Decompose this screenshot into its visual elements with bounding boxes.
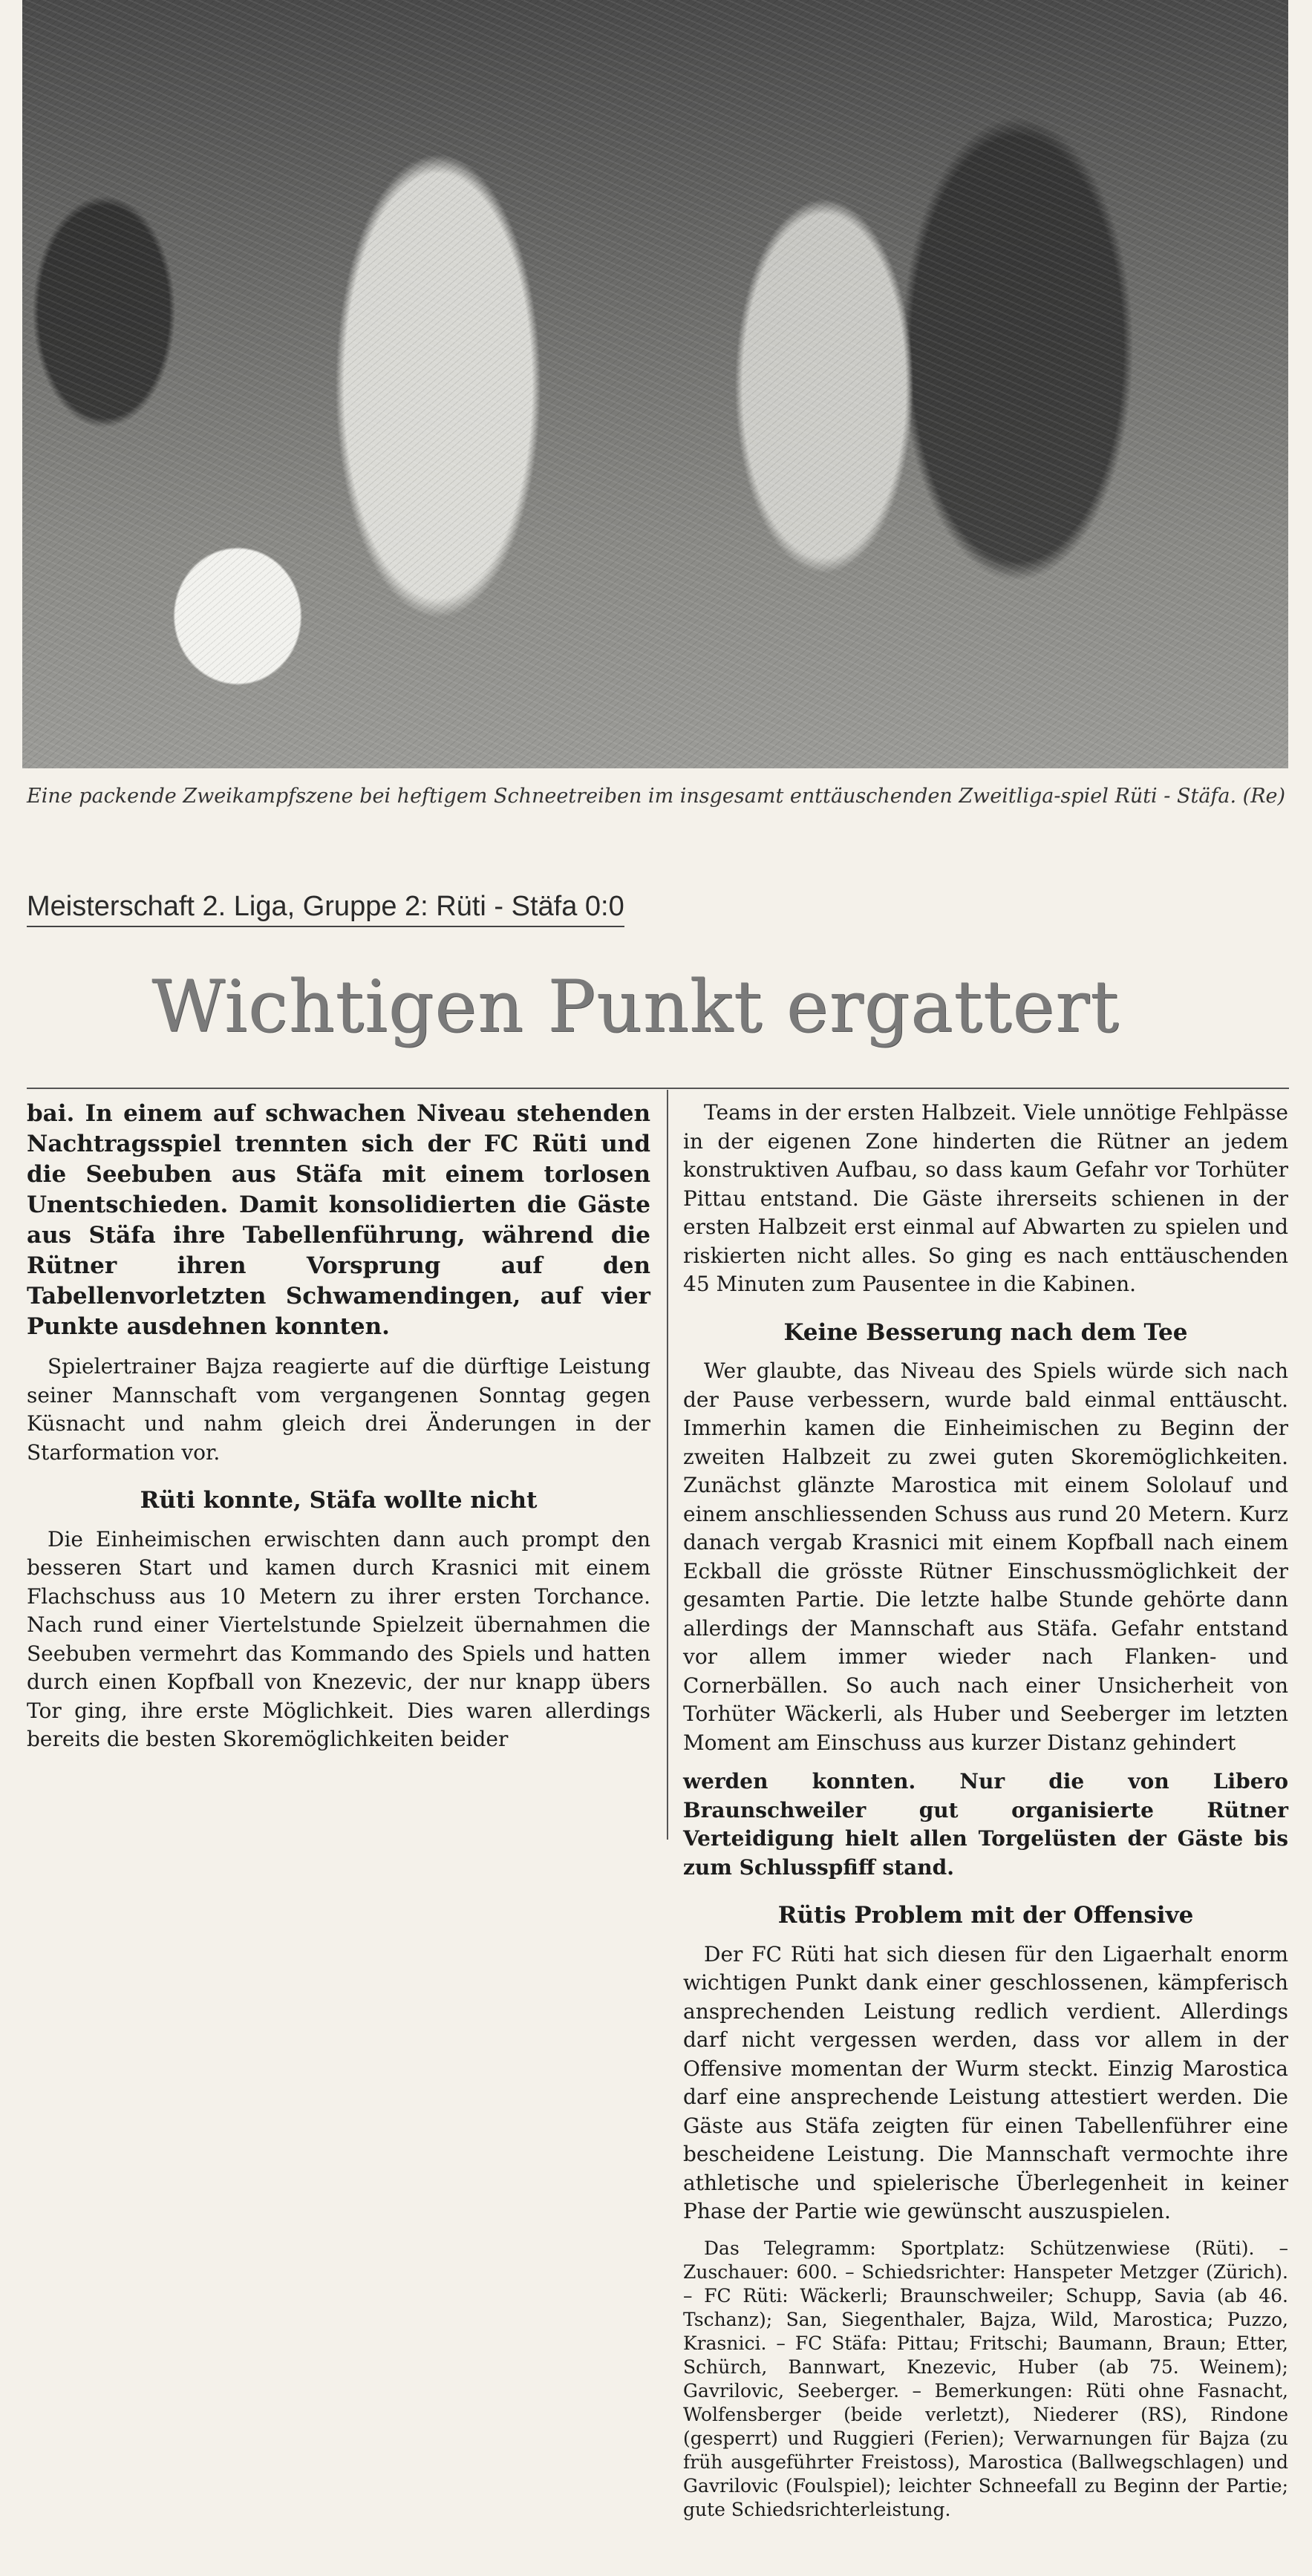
paragraph: Die Einheimischen erwischten dann auch prompt den besseren Start und kamen durch Krasnici mit einem Flachschuss aus 10 Metern zu ihrer ersten Torchance. Nach rund einer Viertelstunde Spielzeit übernahmen die Seebuben vermehrt das Kommando des Spiels und hatten durch einen Kopfball von Knezevic, der nur knapp übers Tor ging, ihre erste Möglichkeit. Dies waren allerdings bereits die besten Skoremöglichkeiten beider: [27, 1526, 650, 1751]
divider: [27, 1088, 1289, 1089]
subheading: Rütis Problem mit der Offensive: [777, 1902, 1194, 1929]
right-column: [683, 1099, 1288, 2532]
headline: Wichtigen Punkt ergattert: [151, 965, 1120, 1048]
subheading: Keine Besserung nach dem Tee: [783, 1318, 1188, 1346]
photo-caption: Eine packende Zweikampfszene bei heftigem Schneetreiben im insgesamt enttäuschenden Zweitliga-spiel Rüti - Stäfa. (Re): [27, 785, 1286, 808]
paragraph: werden konnten. Nur die von Libero Braunschweiler gut organisierte Rütner Verteidigung hielt allen Torgelüsten der Gäste bis zum Schlusspfiff stand.: [683, 1769, 1288, 1880]
match-photo: [22, 0, 1288, 768]
paragraph: Teams in der ersten Halbzeit. Viele unnötige Fehlpässe in der eigenen Zone hinderten die Rütner an jedem konstruktiven Aufbau, so dass kaum Gefahr vor Torhüter Pittau entstand. Die Gäste ihrerseits schienen in der ersten Halbzeit erst einmal auf Abwarten zu spielen und riskierten nicht alles. So ging es nach enttäuschenden 45 Minuten zum Pausentee in die Kabinen.: [683, 1100, 1288, 1296]
left-column: [27, 1099, 650, 1765]
series-line: Meisterschaft 2. Liga, Gruppe 2: Rüti - Stäfa 0:0: [27, 891, 624, 927]
subheading: Rüti konnte, Stäfa wollte nicht: [140, 1487, 538, 1514]
paragraph: Wer glaubte, das Niveau des Spiels würde sich nach der Pause verbessern, wurde bald einmal enttäuscht. Immerhin kamen die Einheimischen zu Beginn der zweiten Halbzeit zu zwei guten Skoremöglichkeiten. Zunächst glänzte Marostica mit einem Sololauf und einem anschliessenden Schuss aus rund 20 Metern. Kurz danach vergab Krasnici mit einem Kopfball nach einem Eckball die grösste Rütner Einschussmöglichkeit der gesamten Partie. Die letzte halbe Stunde gehörte dann allerdings der Mannschaft aus Stäfa. Gefahr entstand vor allem immer wieder nach Flanken- und Cornerbällen. So auch nach einer Unsicherheit von Torhüter Wäckerli, als Huber und Seeberger im letzten Moment am Einschuss aus kurzer Distanz gehindert: [683, 1359, 1288, 1755]
paragraph: Der FC Rüti hat sich diesen für den Ligaerhalt enorm wichtigen Punkt dank einer geschlossenen, kämpferisch ansprechenden Leistung redlich verdient. Allerdings darf nicht vergessen werden, dass vor allem in der Offensive momentan der Wurm steckt. Einzig Marostica darf eine ansprechende Leistung attestiert werden. Die Gäste aus Stäfa zeigten für einen Tabellenführer eine bescheidene Leistung. Die Mannschaft vermochte ihre athletische und spielerische Überlegenheit in keiner Phase der Partie wie gewünscht auszuspielen.: [683, 1941, 1288, 2223]
paragraph: Spielertrainer Bajza reagierte auf die dürftige Leistung seiner Mannschaft vom vergangenen Sonntag gegen Küsnacht und nahm gleich drei Änderungen in der Starformation vor.: [27, 1354, 650, 1465]
telegram-paragraph: Das Telegramm: Sportplatz: Schützenwiese (Rüti). – Zuschauer: 600. – Schiedsrichter: Hanspeter Metzger (Zürich). – FC Rüti: Wäckerli; Braunschweiler; Schupp, Savia (ab 46. Tschanz); San, Siegenthaler, Bajza, Wild, Marostica; Puzzo, Krasnici. – FC Stäfa: Pittau; Fritschi; Baumann, Braun; Etter, Schürch, Bannwart, Knezevic, Huber (ab 75. Weinem); Gavrilovic, Seeberger. – Bemerkungen: Rüti ohne Fasnacht, Wolfensberger (beide verletzt), Niederer (RS), Rindone (gesperrt) und Ruggieri (Ferien); Verwarnungen für Bajza (zu früh ausgeführter Freistoss), Marostica (Ballwegschlagen) und Gavrilovic (Foulspiel); leichter Schneefall zu Beginn der Partie; gute Schiedsrichterleistung.: [683, 2237, 1288, 2520]
column-divider: [667, 1090, 668, 1840]
lead-paragraph: bai. In einem auf schwachen Niveau stehenden Nachtragsspiel trennten sich der FC Rüti und die Seebuben aus Stäfa mit einem torlosen Unentschieden. Damit konsolidierten die Gäste aus Stäfa ihre Tabellenführung, während die Rütner ihren Vorsprung auf den Tabellenvorletzten Schwamendingen, auf vier Punkte ausdehnen konnten.: [27, 1100, 650, 1340]
